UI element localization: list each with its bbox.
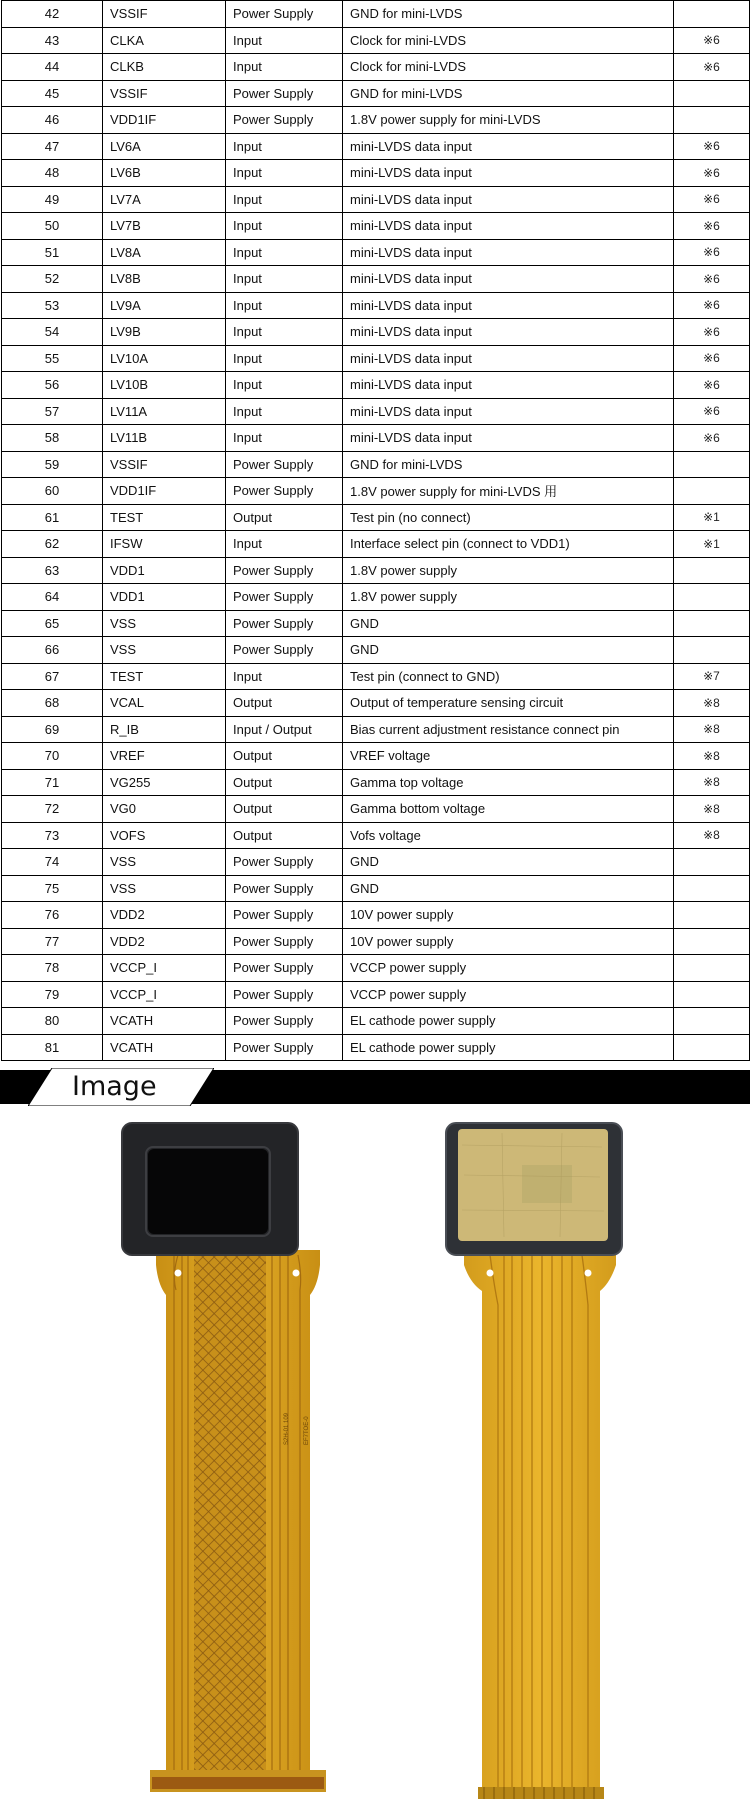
pin-io-cell: Output	[226, 690, 343, 717]
pin-number-cell: 52	[2, 266, 103, 293]
pin-io-cell: Input	[226, 27, 343, 54]
pin-description-cell: mini-LVDS data input	[343, 133, 674, 160]
pin-io-cell: Input	[226, 213, 343, 240]
table-row	[2, 822, 750, 849]
pin-name-cell: VREF	[103, 743, 226, 770]
pin-io-cell: Power Supply	[226, 1008, 343, 1035]
table-row	[2, 743, 750, 770]
pin-io-cell: Power Supply	[226, 107, 343, 134]
pin-description-cell: 1.8V power supply	[343, 584, 674, 611]
table-row	[2, 372, 750, 399]
pin-name-cell: VSSIF	[103, 1, 226, 28]
pin-note-cell: ※8	[674, 769, 750, 796]
pin-io-cell: Output	[226, 822, 343, 849]
pin-note-cell	[674, 637, 750, 664]
pin-name-cell: VG255	[103, 769, 226, 796]
pin-io-cell: Power Supply	[226, 1, 343, 28]
pin-description-cell: GND	[343, 875, 674, 902]
pin-description-cell: GND for mini-LVDS	[343, 451, 674, 478]
pin-note-cell: ※6	[674, 266, 750, 293]
pin-description-cell: VCCP power supply	[343, 981, 674, 1008]
pin-name-cell: VCCP_I	[103, 981, 226, 1008]
pin-io-cell: Input	[226, 133, 343, 160]
pin-number-cell: 80	[2, 1008, 103, 1035]
pin-description-cell: Bias current adjustment resistance connect pin	[343, 716, 674, 743]
pin-number-cell: 69	[2, 716, 103, 743]
pin-number-cell: 54	[2, 319, 103, 346]
table-row	[2, 716, 750, 743]
pin-number-cell: 79	[2, 981, 103, 1008]
pin-name-cell: VSS	[103, 875, 226, 902]
table-row	[2, 266, 750, 293]
pin-description-cell: GND	[343, 637, 674, 664]
pin-io-cell: Power Supply	[226, 875, 343, 902]
pin-note-cell	[674, 981, 750, 1008]
pin-number-cell: 51	[2, 239, 103, 266]
pin-note-cell: ※6	[674, 425, 750, 452]
pin-io-cell: Input	[226, 319, 343, 346]
pin-number-cell: 47	[2, 133, 103, 160]
pin-number-cell: 75	[2, 875, 103, 902]
table-row	[2, 239, 750, 266]
pin-name-cell: VG0	[103, 796, 226, 823]
pin-table-body	[2, 1, 750, 1061]
pin-description-cell: 10V power supply	[343, 902, 674, 929]
pin-name-cell: TEST	[103, 504, 226, 531]
pin-io-cell: Input	[226, 663, 343, 690]
pin-number-cell: 63	[2, 557, 103, 584]
pin-io-cell: Input / Output	[226, 716, 343, 743]
pin-description-cell: mini-LVDS data input	[343, 398, 674, 425]
pin-io-cell: Power Supply	[226, 902, 343, 929]
pin-io-cell: Power Supply	[226, 451, 343, 478]
table-row	[2, 796, 750, 823]
pin-number-cell: 62	[2, 531, 103, 558]
pin-number-cell: 73	[2, 822, 103, 849]
pin-number-cell: 48	[2, 160, 103, 187]
pin-name-cell: CLKA	[103, 27, 226, 54]
pin-note-cell: ※8	[674, 743, 750, 770]
pin-description-cell: mini-LVDS data input	[343, 213, 674, 240]
pin-note-cell: ※6	[674, 372, 750, 399]
pin-io-cell: Power Supply	[226, 610, 343, 637]
pin-number-cell: 65	[2, 610, 103, 637]
table-row	[2, 1008, 750, 1035]
pin-io-cell: Input	[226, 292, 343, 319]
pin-io-cell: Output	[226, 504, 343, 531]
pin-name-cell: VCAL	[103, 690, 226, 717]
pin-name-cell: LV7A	[103, 186, 226, 213]
table-row	[2, 928, 750, 955]
pin-description-cell: VCCP power supply	[343, 955, 674, 982]
cable-print-label: S2H-01 109	[284, 1412, 290, 1445]
pin-name-cell: LV8A	[103, 239, 226, 266]
pin-name-cell: LV11A	[103, 398, 226, 425]
pin-note-cell: ※1	[674, 531, 750, 558]
table-row	[2, 504, 750, 531]
pin-io-cell: Power Supply	[226, 584, 343, 611]
pin-number-cell: 66	[2, 637, 103, 664]
pin-number-cell: 49	[2, 186, 103, 213]
pin-description-cell: mini-LVDS data input	[343, 319, 674, 346]
table-row	[2, 398, 750, 425]
pin-io-cell: Input	[226, 54, 343, 81]
pin-io-cell: Power Supply	[226, 637, 343, 664]
pin-number-cell: 57	[2, 398, 103, 425]
pin-number-cell: 81	[2, 1034, 103, 1061]
pin-name-cell: LV10B	[103, 372, 226, 399]
table-row	[2, 160, 750, 187]
pin-note-cell	[674, 478, 750, 505]
table-row	[2, 186, 750, 213]
pin-io-cell: Output	[226, 769, 343, 796]
pin-number-cell: 56	[2, 372, 103, 399]
pin-name-cell: VDD2	[103, 902, 226, 929]
pin-io-cell: Input	[226, 239, 343, 266]
table-row	[2, 451, 750, 478]
pin-note-cell	[674, 955, 750, 982]
pin-number-cell: 71	[2, 769, 103, 796]
table-row	[2, 425, 750, 452]
pin-name-cell: LV6B	[103, 160, 226, 187]
oled-module-back-photo	[442, 1115, 702, 1805]
pin-note-cell: ※8	[674, 796, 750, 823]
pin-io-cell: Power Supply	[226, 1034, 343, 1061]
pin-description-cell: Vofs voltage	[343, 822, 674, 849]
pin-name-cell: IFSW	[103, 531, 226, 558]
table-row	[2, 531, 750, 558]
pin-name-cell: VSS	[103, 849, 226, 876]
pin-note-cell: ※6	[674, 345, 750, 372]
cable-print-label-2: EF7TOE-0	[304, 1416, 310, 1445]
pin-number-cell: 70	[2, 743, 103, 770]
pin-description-cell: Clock for mini-LVDS	[343, 27, 674, 54]
pin-number-cell: 59	[2, 451, 103, 478]
pin-io-cell: Power Supply	[226, 557, 343, 584]
pin-io-cell: Power Supply	[226, 928, 343, 955]
pin-number-cell: 67	[2, 663, 103, 690]
table-row	[2, 1, 750, 28]
pin-number-cell: 43	[2, 27, 103, 54]
pin-note-cell: ※8	[674, 716, 750, 743]
pin-io-cell: Output	[226, 796, 343, 823]
pin-note-cell: ※6	[674, 398, 750, 425]
pin-name-cell: VSS	[103, 610, 226, 637]
pin-note-cell	[674, 451, 750, 478]
pin-description-cell: GND for mini-LVDS	[343, 1, 674, 28]
pin-description-cell: VREF voltage	[343, 743, 674, 770]
table-row	[2, 955, 750, 982]
pin-description-cell: 1.8V power supply for mini-LVDS 用	[343, 478, 674, 505]
pin-io-cell: Power Supply	[226, 478, 343, 505]
pin-number-cell: 77	[2, 928, 103, 955]
pin-number-cell: 58	[2, 425, 103, 452]
table-row	[2, 54, 750, 81]
pin-number-cell: 72	[2, 796, 103, 823]
pin-io-cell: Input	[226, 266, 343, 293]
pin-name-cell: VDD1IF	[103, 107, 226, 134]
table-row	[2, 27, 750, 54]
pin-description-cell: mini-LVDS data input	[343, 160, 674, 187]
pin-name-cell: VDD1	[103, 557, 226, 584]
pin-io-cell: Power Supply	[226, 849, 343, 876]
pin-note-cell	[674, 875, 750, 902]
pin-name-cell: VDD1IF	[103, 478, 226, 505]
pin-note-cell	[674, 902, 750, 929]
pin-number-cell: 74	[2, 849, 103, 876]
pin-number-cell: 45	[2, 80, 103, 107]
pin-name-cell: VSSIF	[103, 80, 226, 107]
pin-number-cell: 76	[2, 902, 103, 929]
pin-name-cell: TEST	[103, 663, 226, 690]
pin-description-cell: Interface select pin (connect to VDD1)	[343, 531, 674, 558]
pin-io-cell: Input	[226, 398, 343, 425]
table-row	[2, 610, 750, 637]
pin-io-cell: Input	[226, 531, 343, 558]
pin-description-cell: mini-LVDS data input	[343, 186, 674, 213]
pin-number-cell: 53	[2, 292, 103, 319]
pin-name-cell: LV9B	[103, 319, 226, 346]
pin-io-cell: Power Supply	[226, 955, 343, 982]
pin-number-cell: 64	[2, 584, 103, 611]
table-row	[2, 690, 750, 717]
pin-note-cell	[674, 928, 750, 955]
pin-description-cell: EL cathode power supply	[343, 1034, 674, 1061]
pin-note-cell	[674, 1, 750, 28]
pin-io-cell: Input	[226, 186, 343, 213]
pin-description-cell: mini-LVDS data input	[343, 292, 674, 319]
pin-number-cell: 60	[2, 478, 103, 505]
table-row	[2, 478, 750, 505]
table-row	[2, 769, 750, 796]
table-row	[2, 849, 750, 876]
pin-note-cell: ※6	[674, 160, 750, 187]
pin-note-cell: ※6	[674, 213, 750, 240]
pin-description-cell: 1.8V power supply	[343, 557, 674, 584]
pin-number-cell: 61	[2, 504, 103, 531]
pin-description-cell: 10V power supply	[343, 928, 674, 955]
pin-name-cell: LV7B	[103, 213, 226, 240]
pin-description-cell: mini-LVDS data input	[343, 266, 674, 293]
pin-note-cell	[674, 557, 750, 584]
pin-note-cell: ※6	[674, 319, 750, 346]
table-row	[2, 213, 750, 240]
table-row	[2, 80, 750, 107]
table-row	[2, 292, 750, 319]
table-row	[2, 902, 750, 929]
table-row	[2, 557, 750, 584]
pin-description-cell: Test pin (no connect)	[343, 504, 674, 531]
pin-number-cell: 42	[2, 1, 103, 28]
table-row	[2, 1034, 750, 1061]
pin-note-cell	[674, 584, 750, 611]
pin-name-cell: R_IB	[103, 716, 226, 743]
table-row	[2, 637, 750, 664]
pin-number-cell: 68	[2, 690, 103, 717]
pin-note-cell	[674, 1034, 750, 1061]
pin-note-cell: ※6	[674, 239, 750, 266]
pin-io-cell: Input	[226, 345, 343, 372]
image-heading: Image	[72, 1071, 157, 1102]
pin-note-cell	[674, 80, 750, 107]
pin-description-cell: GND	[343, 849, 674, 876]
pin-note-cell: ※6	[674, 133, 750, 160]
table-row	[2, 981, 750, 1008]
pin-description-cell: Test pin (connect to GND)	[343, 663, 674, 690]
pin-io-cell: Input	[226, 372, 343, 399]
pin-description-cell: EL cathode power supply	[343, 1008, 674, 1035]
pin-number-cell: 78	[2, 955, 103, 982]
pin-description-cell: Gamma bottom voltage	[343, 796, 674, 823]
pin-description-cell: mini-LVDS data input	[343, 425, 674, 452]
pin-name-cell: LV8B	[103, 266, 226, 293]
pin-description-cell: Clock for mini-LVDS	[343, 54, 674, 81]
pin-number-cell: 44	[2, 54, 103, 81]
table-row	[2, 663, 750, 690]
pin-number-cell: 50	[2, 213, 103, 240]
pin-description-cell: mini-LVDS data input	[343, 239, 674, 266]
pin-name-cell: VSSIF	[103, 451, 226, 478]
pin-io-cell: Power Supply	[226, 80, 343, 107]
pin-note-cell: ※6	[674, 27, 750, 54]
pin-name-cell: VOFS	[103, 822, 226, 849]
pin-name-cell: LV10A	[103, 345, 226, 372]
pin-description-cell: mini-LVDS data input	[343, 372, 674, 399]
pin-note-cell: ※1	[674, 504, 750, 531]
pin-io-cell: Input	[226, 425, 343, 452]
pin-note-cell: ※7	[674, 663, 750, 690]
pin-number-cell: 46	[2, 107, 103, 134]
pin-description-cell: GND	[343, 610, 674, 637]
pin-note-cell: ※6	[674, 186, 750, 213]
table-row	[2, 107, 750, 134]
pin-io-cell: Output	[226, 743, 343, 770]
pin-name-cell: VCATH	[103, 1034, 226, 1061]
pin-name-cell: LV9A	[103, 292, 226, 319]
pin-name-cell: VCCP_I	[103, 955, 226, 982]
pin-note-cell: ※8	[674, 690, 750, 717]
table-row	[2, 875, 750, 902]
pin-table	[1, 0, 750, 1061]
pin-name-cell: LV6A	[103, 133, 226, 160]
pin-name-cell: VSS	[103, 637, 226, 664]
table-row	[2, 319, 750, 346]
pin-note-cell: ※6	[674, 292, 750, 319]
pin-io-cell: Input	[226, 160, 343, 187]
oled-module-front-photo	[118, 1115, 378, 1805]
pin-io-cell: Power Supply	[226, 981, 343, 1008]
pin-note-cell: ※8	[674, 822, 750, 849]
pin-description-cell: mini-LVDS data input	[343, 345, 674, 372]
pin-description-cell: GND for mini-LVDS	[343, 80, 674, 107]
table-row	[2, 345, 750, 372]
table-row	[2, 584, 750, 611]
pin-note-cell	[674, 1008, 750, 1035]
pin-description-cell: Output of temperature sensing circuit	[343, 690, 674, 717]
pin-note-cell	[674, 107, 750, 134]
pin-name-cell: VDD1	[103, 584, 226, 611]
pin-note-cell	[674, 610, 750, 637]
pin-note-cell: ※6	[674, 54, 750, 81]
pin-description-cell: 1.8V power supply for mini-LVDS	[343, 107, 674, 134]
pin-name-cell: VCATH	[103, 1008, 226, 1035]
pin-number-cell: 55	[2, 345, 103, 372]
pin-description-cell: Gamma top voltage	[343, 769, 674, 796]
pin-note-cell	[674, 849, 750, 876]
table-row	[2, 133, 750, 160]
pin-name-cell: CLKB	[103, 54, 226, 81]
pin-name-cell: VDD2	[103, 928, 226, 955]
pin-name-cell: LV11B	[103, 425, 226, 452]
